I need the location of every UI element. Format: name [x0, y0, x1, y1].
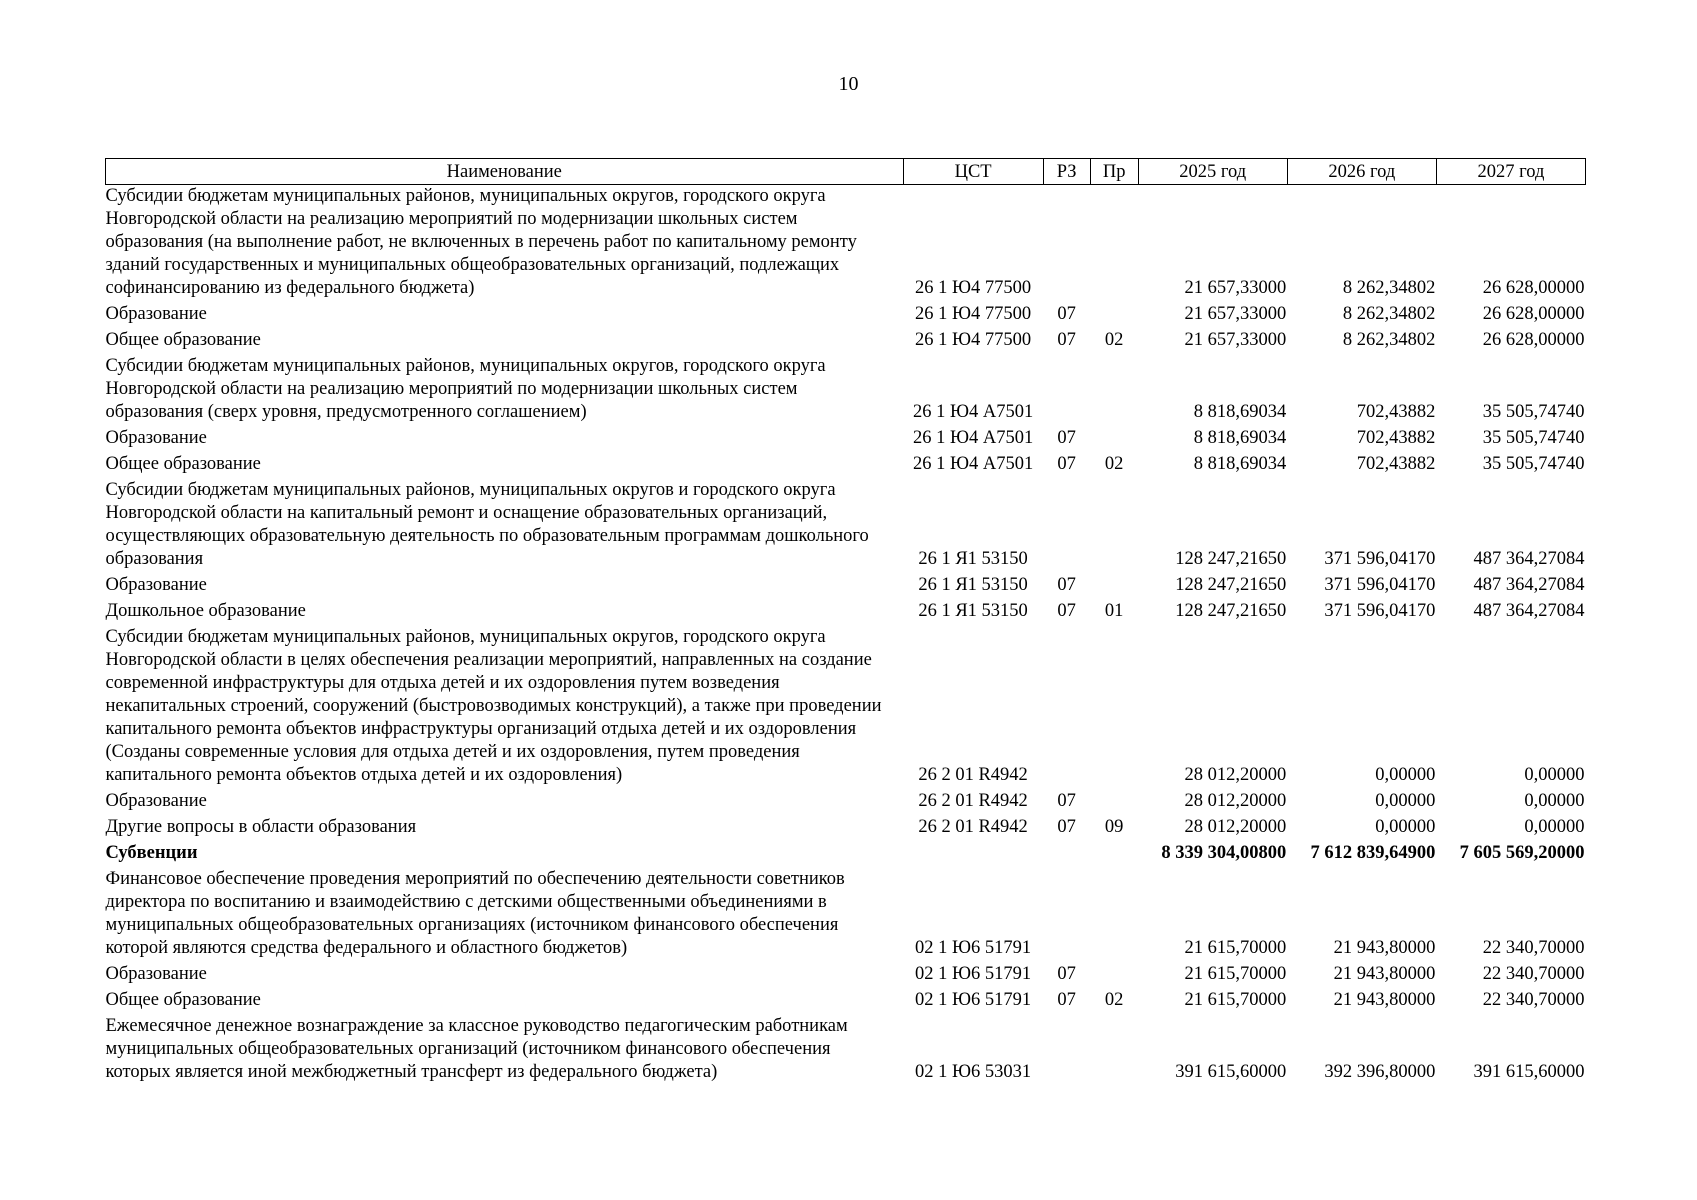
row-2026: 0,00000: [1375, 765, 1436, 785]
row-rz: [1043, 842, 1090, 868]
row-rz: [1043, 355, 1090, 427]
table-row: [106, 963, 1586, 989]
row-cst: 26 1 Ю4 А7501: [912, 402, 1034, 422]
row-2027: 26 628,00000: [1482, 278, 1585, 298]
row-cst: 26 1 Ю4 77500: [915, 330, 1032, 350]
row-2025: 8 339 304,00800: [1161, 843, 1287, 863]
row-cst: 26 2 01 R4942: [918, 817, 1028, 837]
row-2025: 28 012,20000: [1184, 817, 1287, 837]
row-cst: 26 1 Я1 53150: [918, 575, 1028, 595]
row-2027: 26 628,00000: [1482, 330, 1585, 350]
row-name: Субсидии бюджетам муниципальных районов, муниципальных округов, городского округа Новгородской области на реализацию мероприятий по модернизации школьных систем образования (на выполнение работ, не включенных в перечень работ по капитальному ремонту зданий государственных и муниципальных общеобразовательных организаций, подлежащих софинансированию из федерального бюджета): [105, 186, 857, 298]
row-2027: 487 364,27084: [1473, 601, 1585, 621]
row-rz: [1043, 479, 1090, 574]
row-2025: 8 818,69034: [1193, 428, 1287, 448]
row-rz: 07: [1057, 304, 1076, 324]
row-pr: [1090, 479, 1138, 574]
row-name: Другие вопросы в области образования: [105, 817, 417, 837]
row-pr: 02: [1104, 454, 1124, 474]
row-name: Образование: [105, 791, 207, 811]
row-name: Образование: [105, 575, 207, 595]
row-name: Общее образование: [105, 330, 261, 350]
table-row: [106, 185, 1586, 304]
row-2027: 35 505,74740: [1482, 428, 1585, 448]
row-name: Субсидии бюджетам муниципальных районов, муниципальных округов, городского округа Новгородской области на реализацию мероприятий по модернизации школьных систем образования (сверх уровня, предусмотренного соглашением): [105, 356, 826, 422]
row-2025: 21 657,33000: [1184, 278, 1287, 298]
row-2026: 702,43882: [1356, 454, 1436, 474]
row-rz: 07: [1057, 330, 1076, 350]
row-2025: 21 615,70000: [1184, 964, 1287, 984]
table-row: [106, 600, 1586, 626]
row-2025: 8 818,69034: [1193, 454, 1287, 474]
row-pr: [1090, 790, 1138, 816]
row-rz: 07: [1057, 817, 1076, 837]
table-row: [106, 989, 1586, 1015]
row-cst: 02 1 Ю6 53031: [915, 1062, 1032, 1082]
row-name: Общее образование: [105, 990, 261, 1010]
row-2026: 0,00000: [1375, 817, 1436, 837]
table-header: [106, 159, 1586, 185]
row-2026: 21 943,80000: [1333, 964, 1436, 984]
row-rz: [1043, 868, 1090, 963]
table-row: [106, 574, 1586, 600]
row-2026: 8 262,34802: [1342, 330, 1436, 350]
table-row: [106, 790, 1586, 816]
budget-table-container: [105, 158, 1586, 1087]
row-cst: 02 1 Ю6 51791: [915, 990, 1032, 1010]
row-2026: 392 396,80000: [1324, 1062, 1436, 1082]
row-2025: 21 657,33000: [1184, 330, 1287, 350]
row-name: Субвенции: [105, 843, 198, 863]
row-2025: 28 012,20000: [1184, 791, 1287, 811]
row-2027: 22 340,70000: [1482, 938, 1585, 958]
row-2027: 7 605 569,20000: [1459, 843, 1585, 863]
row-pr: [1090, 303, 1138, 329]
row-rz: [1043, 1015, 1090, 1087]
row-2026: 7 612 839,64900: [1310, 843, 1436, 863]
row-pr: 09: [1104, 817, 1124, 837]
row-2025: 128 247,21650: [1175, 549, 1287, 569]
row-2026: 371 596,04170: [1324, 549, 1436, 569]
table-row: [106, 427, 1586, 453]
table-row: [106, 479, 1586, 574]
row-rz: 07: [1057, 428, 1076, 448]
row-pr: [1090, 1015, 1138, 1087]
row-pr: [1090, 355, 1138, 427]
row-rz: [1043, 626, 1090, 790]
row-2025: 21 657,33000: [1184, 304, 1287, 324]
row-2025: 21 615,70000: [1184, 990, 1287, 1010]
header-name: Наименование: [106, 159, 904, 185]
row-pr: [1090, 963, 1138, 989]
row-name: Общее образование: [105, 454, 261, 474]
row-cst: 26 1 Ю4 А7501: [912, 454, 1034, 474]
row-name: Образование: [105, 304, 207, 324]
row-2025: 128 247,21650: [1175, 575, 1287, 595]
row-2027: 0,00000: [1524, 791, 1585, 811]
header-2027: 2027 год: [1436, 159, 1585, 185]
row-rz: 07: [1057, 791, 1076, 811]
row-2026: 21 943,80000: [1333, 990, 1436, 1010]
row-pr: 02: [1104, 990, 1124, 1010]
budget-table: [105, 158, 1586, 1087]
table-body: [106, 185, 1586, 1088]
row-cst: 26 1 Ю4 77500: [915, 304, 1032, 324]
row-pr: 01: [1104, 601, 1124, 621]
row-pr: [1090, 868, 1138, 963]
row-rz: 07: [1057, 964, 1076, 984]
row-2027: 391 615,60000: [1473, 1062, 1585, 1082]
row-2026: 371 596,04170: [1324, 575, 1436, 595]
row-2027: 26 628,00000: [1482, 304, 1585, 324]
table-row: [106, 816, 1586, 842]
row-2026: 8 262,34802: [1342, 278, 1436, 298]
row-name: Финансовое обеспечение проведения мероприятий по обеспечению деятельности советников директора по воспитанию и взаимодействию с детскими общественными объединениями в муниципальных общеобразовательных организациях (источником финансового обеспечения которой являются средства федерального и областного бюджетов): [105, 869, 845, 958]
header-2026: 2026 год: [1287, 159, 1436, 185]
row-pr: [1090, 427, 1138, 453]
table-row: [106, 355, 1586, 427]
row-rz: 07: [1057, 990, 1076, 1010]
row-rz: [1043, 185, 1090, 304]
row-2026: 21 943,80000: [1333, 938, 1436, 958]
header-2025: 2025 год: [1138, 159, 1287, 185]
row-pr: [1090, 842, 1138, 868]
row-cst: 26 2 01 R4942: [918, 765, 1028, 785]
row-name: Образование: [105, 428, 207, 448]
row-2025: 21 615,70000: [1184, 938, 1287, 958]
row-2026: 702,43882: [1356, 402, 1436, 422]
table-row: [106, 868, 1586, 963]
row-cst: 26 2 01 R4942: [918, 791, 1028, 811]
row-pr: 02: [1104, 330, 1124, 350]
row-rz: 07: [1057, 575, 1076, 595]
row-2027: 0,00000: [1524, 765, 1585, 785]
row-name: Образование: [105, 964, 207, 984]
row-cst: 26 1 Ю4 А7501: [912, 428, 1034, 448]
row-pr: [1090, 574, 1138, 600]
row-2027: 487 364,27084: [1473, 575, 1585, 595]
row-2025: 8 818,69034: [1193, 402, 1287, 422]
row-name: Субсидии бюджетам муниципальных районов, муниципальных округов, городского округа Новгородской области в целях обеспечения реализации мероприятий, направленных на создание современной инфраструктуры для отдыха детей и их оздоровления путем возведения некапитальных строений, сооружений (быстровозводимых конструкций), а также при проведении капитального ремонта объектов инфраструктуры организаций отдыха детей и их оздоровления (Созданы современные условия для отдыха детей и их оздоровления, путем проведения капитального ремонта объектов отдыха детей и их оздоровления): [105, 627, 882, 785]
table-row: [106, 329, 1586, 355]
table-row: [106, 453, 1586, 479]
row-2027: 487 364,27084: [1473, 549, 1585, 569]
table-row: [106, 626, 1586, 790]
row-cst: 26 1 Я1 53150: [918, 549, 1028, 569]
row-2026: 0,00000: [1375, 791, 1436, 811]
row-2025: 28 012,20000: [1184, 765, 1287, 785]
row-2027: 22 340,70000: [1482, 990, 1585, 1010]
row-cst: [903, 842, 1043, 868]
row-2027: 22 340,70000: [1482, 964, 1585, 984]
row-2025: 391 615,60000: [1175, 1062, 1287, 1082]
table-row: [106, 303, 1586, 329]
row-cst: 02 1 Ю6 51791: [915, 938, 1032, 958]
table-row: [106, 1015, 1586, 1087]
header-rz: РЗ: [1043, 159, 1090, 185]
table-row: [106, 842, 1586, 868]
header-cst: ЦСТ: [903, 159, 1043, 185]
row-pr: [1090, 626, 1138, 790]
row-pr: [1090, 185, 1138, 304]
row-name: Субсидии бюджетам муниципальных районов, муниципальных округов и городского округа Новгородской области на капитальный ремонт и оснащение образовательных организаций, осуществляющих образовательную деятельность по образовательным программам дошкольного образования: [105, 480, 869, 569]
row-cst: 26 1 Ю4 77500: [915, 278, 1032, 298]
header-pr: Пр: [1090, 159, 1138, 185]
row-2026: 702,43882: [1356, 428, 1436, 448]
row-2027: 35 505,74740: [1482, 454, 1585, 474]
row-2025: 128 247,21650: [1175, 601, 1287, 621]
header-row: [106, 159, 1586, 185]
page-number: 10: [838, 73, 859, 95]
row-name: Дошкольное образование: [105, 601, 306, 621]
row-cst: 26 1 Я1 53150: [918, 601, 1028, 621]
row-rz: 07: [1057, 601, 1076, 621]
row-2026: 8 262,34802: [1342, 304, 1436, 324]
row-2027: 0,00000: [1524, 817, 1585, 837]
row-cst: 02 1 Ю6 51791: [915, 964, 1032, 984]
row-name: Ежемесячное денежное вознаграждение за классное руководство педагогическим работникам муниципальных общеобразовательных организаций (источником финансового обеспечения которых является иной межбюджетный трансферт из федерального бюджета): [105, 1016, 848, 1082]
row-2027: 35 505,74740: [1482, 402, 1585, 422]
row-2026: 371 596,04170: [1324, 601, 1436, 621]
row-rz: 07: [1057, 454, 1076, 474]
